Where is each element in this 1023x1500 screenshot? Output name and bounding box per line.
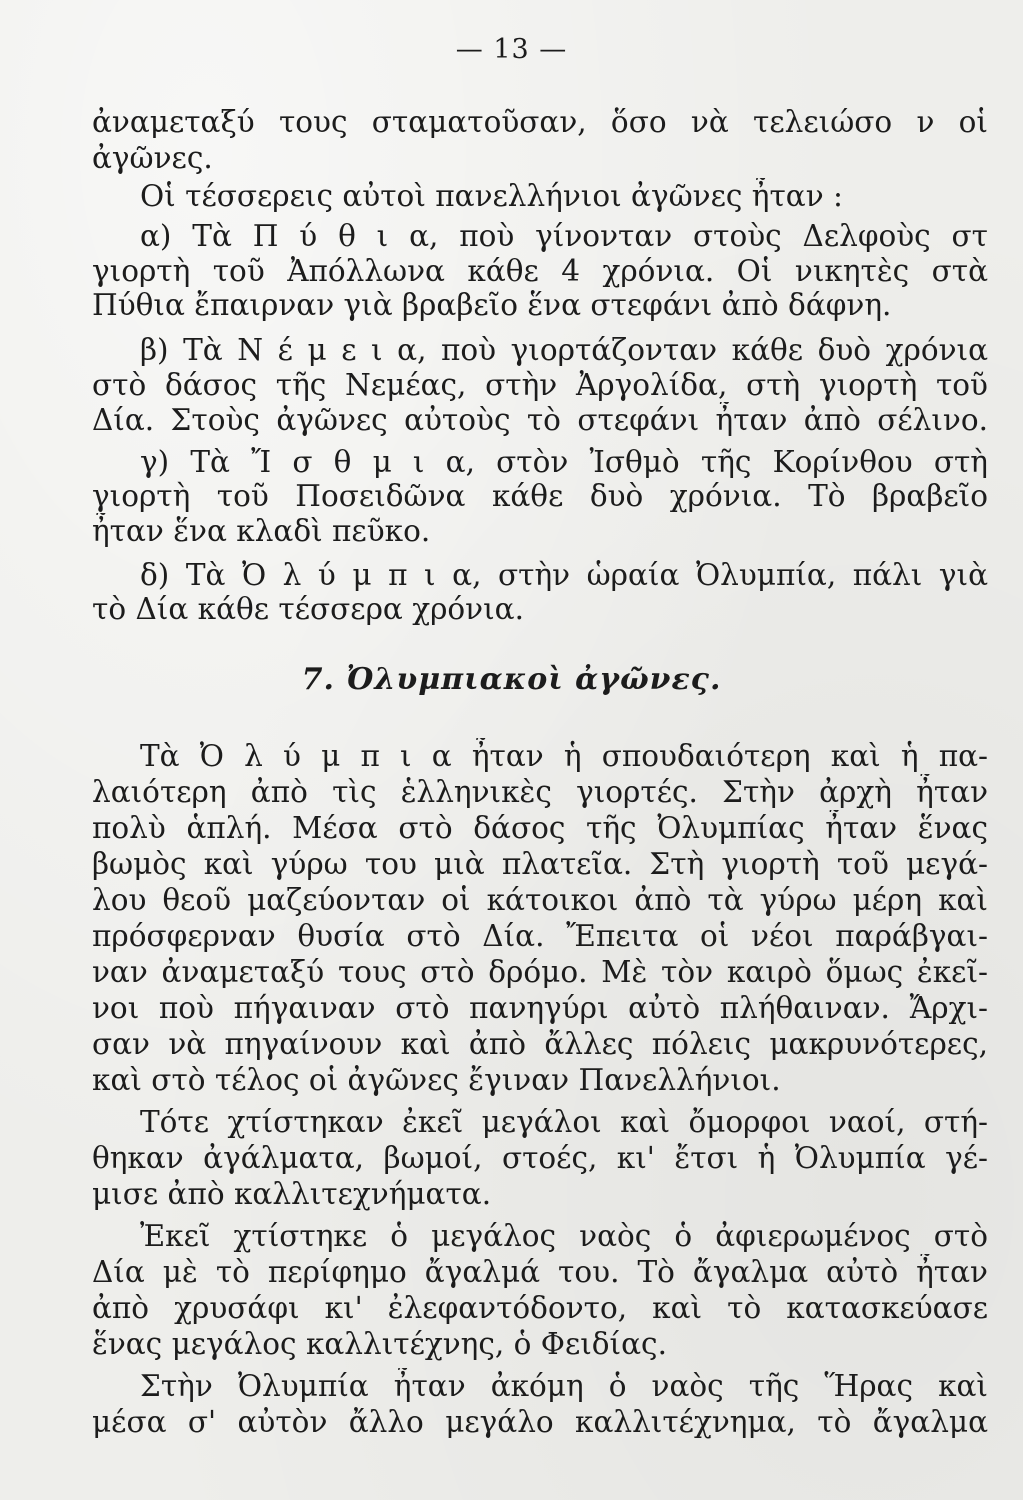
text-line: γιορτὴ τοῦ Ἀπόλλωνα κάθε 4 χρόνια. Οἱ νικητὲς στὰ xyxy=(92,254,988,288)
text-line: μέσα σ' αὐτὸν ἄλλο μεγάλο καλλιτέχνημα, τὸ ἄγαλμα xyxy=(92,1405,988,1439)
text-line: Δία μὲ τὸ περίφημο ἄγαλμά του. Τὸ ἄγαλμα αὐτὸ ἦταν xyxy=(92,1255,988,1289)
text-line: Ἐκεῖ χτίστηκε ὁ μεγάλος ναὸς ὁ ἀφιερωμένος στὸ xyxy=(140,1219,988,1253)
text-line: λου θεοῦ μαζεύονταν οἱ κάτοικοι ἀπὸ τὰ γύρω μέρη καὶ xyxy=(92,883,988,917)
text-line: ναν ἀναμεταξύ τους στὸ δρόμο. Μὲ τὸν καιρὸ ὅμως ἐκεῖ- xyxy=(92,955,988,989)
text-line: Τὰ Ὀ λ ύ μ π ι α ἦταν ἡ σπουδαιότερη καὶ ἡ πα- xyxy=(140,739,988,773)
text-line: Τότε χτίστηκαν ἐκεῖ μεγάλοι καὶ ὄμορφοι ναοί, στή- xyxy=(140,1105,988,1139)
text-line: στὸ δάσος τῆς Νεμέας, στὴν Ἀργολίδα, στὴ γιορτὴ τοῦ xyxy=(92,368,988,402)
text-line: θηκαν ἀγάλματα, βωμοί, στοές, κι' ἔτσι ἡ Ὀλυμπία γέ- xyxy=(92,1141,988,1175)
text-line: βωμὸς καὶ γύρω του μιὰ πλατεῖα. Στὴ γιορτὴ τοῦ μεγά- xyxy=(92,847,988,881)
text-line: ἀγῶνες. xyxy=(92,141,213,175)
text-line: σαν νὰ πηγαίνουν καὶ ἀπὸ ἄλλες πόλεις μακρυνότερες, xyxy=(92,1027,988,1061)
text-line: καὶ στὸ τέλος οἱ ἀγῶνες ἔγιναν Πανελλήνιοι. xyxy=(92,1063,781,1097)
text-line: ἦταν ἕνα κλαδὶ πεῦκο. xyxy=(92,514,431,548)
text-line: γιορτὴ τοῦ Ποσειδῶνα κάθε δυὸ χρόνια. Τὸ βραβεῖο xyxy=(92,479,988,513)
text-line: ἀναμεταξύ τους σταματοῦσαν, ὅσο νὰ τελειώσο ν οἱ xyxy=(92,105,988,139)
text-line: τὸ Δία κάθε τέσσερα χρόνια. xyxy=(92,592,524,626)
text-line: Πύθια ἔπαιρναν γιὰ βραβεῖο ἕνα στεφάνι ἀπὸ δάφνη. xyxy=(92,288,892,322)
text-line: πολὺ ἁπλή. Μέσα στὸ δάσος τῆς Ὀλυμπίας ἦταν ἕνας xyxy=(92,811,988,845)
text-line: λαιότερη ἀπὸ τὶς ἑλληνικὲς γιορτές. Στὴν ἀρχὴ ἦταν xyxy=(92,775,988,809)
text-line: Στὴν Ὀλυμπία ἦταν ἀκόμη ὁ ναὸς τῆς Ἥρας καὶ xyxy=(140,1369,988,1403)
section-heading: 7. Ὀλυμπιακοὶ ἀγῶνες. xyxy=(301,662,722,697)
text-line: α) Τὰ Π ύ θ ι α, ποὺ γίνονταν στοὺς Δελφοὺς στ xyxy=(140,219,988,253)
text-line: β) Τὰ Ν έ μ ε ι α, ποὺ γιορτάζονταν κάθε δυὸ χρόνια xyxy=(140,333,988,367)
text-line: ἀπὸ χρυσάφι κι' ἐλεφαντόδοντο, καὶ τὸ κατασκεύασε xyxy=(92,1291,988,1325)
page-number: — 13 — xyxy=(455,34,568,65)
text-line: γ) Τὰ Ἴ σ θ μ ι α, στὸν Ἰσθμὸ τῆς Κορίνθου στὴ xyxy=(140,445,988,479)
text-line: νοι ποὺ πήγαιναν στὸ πανηγύρι αὐτὸ πλήθαιναν. Ἄρχι- xyxy=(92,991,988,1025)
text-line: Δία. Στοὺς ἀγῶνες αὐτοὺς τὸ στεφάνι ἦταν ἀπὸ σέλινο. xyxy=(92,403,988,437)
text-line: Οἱ τέσσερεις αὐτοὶ πανελλήνιοι ἀγῶνες ἦταν : xyxy=(140,179,843,213)
text-line: ἕνας μεγάλος καλλιτέχνης, ὁ Φειδίας. xyxy=(92,1327,667,1361)
text-line: μισε ἀπὸ καλλιτεχνήματα. xyxy=(92,1177,492,1211)
text-line: πρόσφερναν θυσία στὸ Δία. Ἔπειτα οἱ νέοι παράβγαι- xyxy=(92,919,988,953)
text-line: δ) Τὰ Ὀ λ ύ μ π ι α, στὴν ὡραία Ὀλυμπία, πάλι γιὰ xyxy=(140,558,988,592)
